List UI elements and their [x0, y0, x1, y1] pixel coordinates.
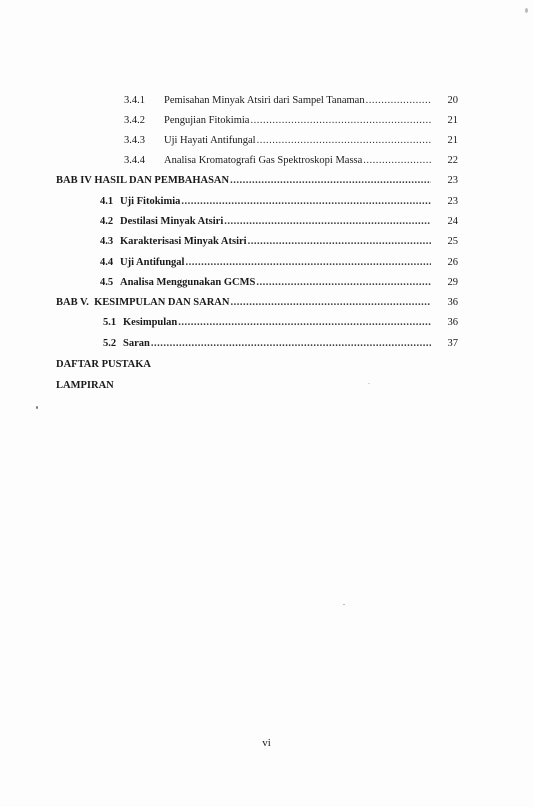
toc-entry-title: Karakterisasi Minyak Atsiri	[120, 236, 247, 247]
toc-leader-dots	[230, 295, 431, 311]
toc-entry-title: Uji Fitokimia	[120, 196, 181, 207]
toc-chapter-bab-v[interactable]	[56, 295, 434, 311]
toc-lampiran[interactable]: LAMPIRAN	[56, 380, 114, 391]
toc-entry-4-1[interactable]	[100, 194, 434, 210]
scan-speck	[368, 383, 370, 384]
toc-leader-dots	[257, 133, 431, 149]
toc-leader-dots	[178, 315, 431, 331]
toc-leader-dots	[248, 234, 431, 250]
page-number: vi	[262, 737, 271, 749]
toc-leader-dots	[256, 275, 431, 291]
toc-leader-dots	[224, 214, 431, 230]
toc-entry-3-4-1[interactable]	[124, 93, 434, 109]
toc-entry-number: 3.4.1	[124, 95, 145, 106]
toc-entry-title: Analisa Menggunakan GCMS	[120, 277, 256, 288]
toc-entry-page: 21	[447, 135, 458, 146]
toc-entry-number: 4.4	[100, 257, 114, 268]
toc-entry-3-4-3[interactable]	[124, 133, 434, 149]
scan-speck	[36, 406, 38, 409]
toc-entry-title: Uji Hayati Antifungal	[164, 135, 256, 146]
toc-entry-title: Destilasi Minyak Atsiri	[120, 216, 224, 227]
toc-entry-number: 4.2	[100, 216, 114, 227]
toc-entry-4-4[interactable]	[100, 255, 434, 271]
toc-entry-page: 26	[447, 257, 458, 268]
toc-entry-page: 20	[447, 95, 458, 106]
toc-entry-5-2[interactable]	[103, 336, 434, 352]
toc-entry-title: Analisa Kromatografi Gas Spektroskopi Massa	[164, 155, 363, 166]
toc-leader-dots	[250, 113, 431, 129]
toc-entry-3-4-4[interactable]	[124, 153, 434, 169]
scan-speck	[525, 8, 528, 13]
toc-entry-4-2[interactable]	[100, 214, 434, 230]
toc-entry-number: 3.4.2	[124, 115, 145, 126]
toc-entry-page: 36	[447, 317, 458, 328]
toc-entry-page: 24	[447, 216, 458, 227]
toc-chapter-bab-iv[interactable]	[56, 173, 434, 189]
toc-entry-number: 4.1	[100, 196, 114, 207]
toc-leader-dots	[230, 173, 431, 189]
scan-speck	[343, 604, 345, 605]
toc-entry-page: 29	[447, 277, 458, 288]
toc-leader-dots	[181, 194, 431, 210]
toc-entry-title: Pengujian Fitokimia	[164, 115, 250, 126]
toc-leader-dots	[151, 336, 431, 352]
toc-entry-number: 3.4.4	[124, 155, 145, 166]
toc-entry-number: 5.2	[103, 338, 117, 349]
toc-entry-title: Kesimpulan	[123, 317, 178, 328]
toc-leader-dots	[185, 255, 431, 271]
toc-entry-3-4-2[interactable]	[124, 113, 434, 129]
toc-entry-number: 5.1	[103, 317, 117, 328]
toc-chapter-title: BAB IV HASIL DAN PEMBAHASAN	[56, 175, 230, 186]
toc-entry-page: 21	[447, 115, 458, 126]
toc-entry-page: 22	[447, 155, 458, 166]
toc-leader-dots	[363, 153, 431, 169]
toc-entry-number: 3.4.3	[124, 135, 145, 146]
toc-daftar-pustaka[interactable]: DAFTAR PUSTAKA	[56, 359, 151, 370]
toc-entry-number: 4.3	[100, 236, 114, 247]
toc-entry-5-1[interactable]	[103, 315, 434, 331]
toc-entry-title: Uji Antifungal	[120, 257, 185, 268]
toc-entry-page: 37	[447, 338, 458, 349]
toc-chapter-title: BAB V. KESIMPULAN DAN SARAN	[56, 297, 230, 308]
toc-entry-title: Saran	[123, 338, 150, 349]
toc-entry-page: 25	[447, 236, 458, 247]
toc-entry-page: 23	[447, 196, 458, 207]
toc-entry-number: 4.5	[100, 277, 114, 288]
toc-entry-page: 36	[447, 297, 458, 308]
toc-entry-page: 23	[447, 175, 458, 186]
toc-entry-4-5[interactable]	[100, 275, 434, 291]
toc-leader-dots	[366, 93, 431, 109]
toc-entry-title: Pemisahan Minyak Atsiri dari Sampel Tanaman	[164, 95, 365, 106]
toc-entry-4-3[interactable]	[100, 234, 434, 250]
